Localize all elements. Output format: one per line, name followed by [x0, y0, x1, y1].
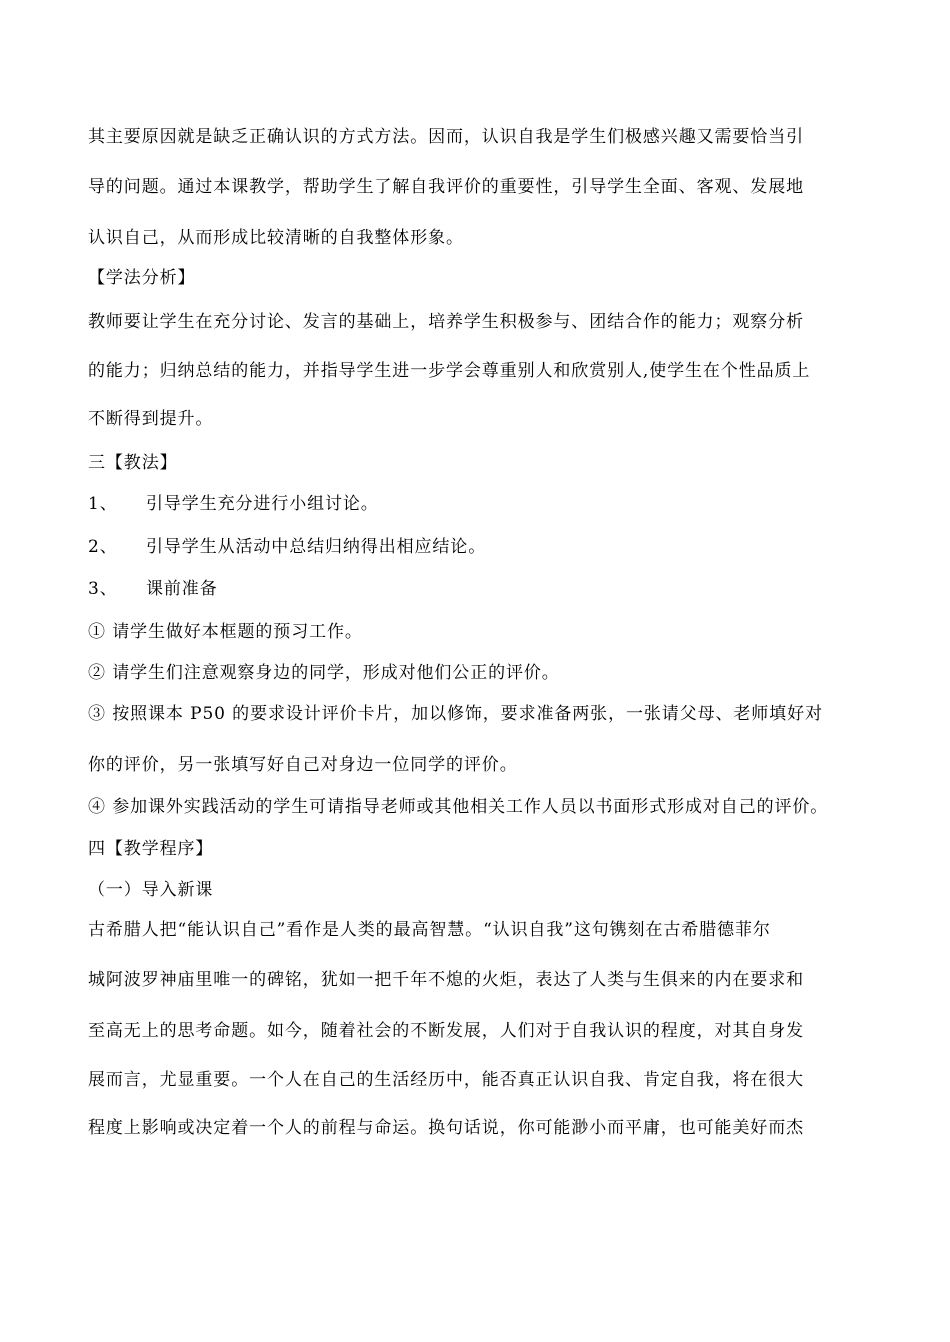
intro-line-3: 认识自己，从而形成比较清晰的自我整体形象。	[88, 228, 464, 248]
item-number: 1、	[88, 494, 118, 514]
item-text: 引导学生充分进行小组讨论。	[146, 494, 379, 514]
procedure-line-5: 程度上影响或决定着一个人的前程与命运。换句话说，你可能渺小而平庸，也可能美好而杰	[88, 1118, 804, 1138]
procedure-line-1: 古希腊人把“能认识自己”看作是人类的最高智慧。“认识自我”这句镌刻在古希腊德菲尔	[88, 920, 771, 940]
procedure-subheading: （一）导入新课	[88, 880, 214, 900]
procedure-line-4: 展而言，尤显重要。一个人在自己的生活经历中，能否真正认识自我、肯定自我，将在很大	[88, 1070, 804, 1090]
study-method-line-1: 教师要让学生在充分讨论、发言的基础上，培养学生积极参与、团结合作的能力；观察分析	[88, 312, 804, 332]
prep-item-2: ② 请学生们注意观察身边的同学，形成对他们公正的评价。	[88, 663, 560, 683]
procedure-line-3: 至高无上的思考命题。如今，随着社会的不断发展，人们对于自我认识的程度，对其自身发	[88, 1021, 804, 1041]
method-item-1	[88, 492, 379, 516]
item-number: 2、	[88, 537, 118, 557]
study-method-line-2: 的能力；归纳总结的能力，并指导学生进一步学会尊重别人和欣赏别人,使学生在个性品质上	[88, 361, 811, 381]
prep-item-3: ③ 按照课本 P50 的要求设计评价卡片，加以修饰，要求准备两张，一张请父母、老师填好对	[88, 704, 823, 724]
procedure-line-2: 城阿波罗神庙里唯一的碑铭，犹如一把千年不熄的火炬，表达了人类与生俱来的内在要求和	[88, 970, 804, 990]
study-method-heading: 【学法分析】	[88, 268, 196, 288]
procedure-heading: 四【教学程序】	[88, 839, 214, 859]
item-text: 引导学生从活动中总结归纳得出相应结论。	[146, 537, 487, 557]
teaching-method-heading: 三【教法】	[88, 453, 178, 473]
intro-line-2: 导的问题。通过本课教学，帮助学生了解自我评价的重要性，引导学生全面、客观、发展地	[88, 177, 804, 197]
intro-line-1: 其主要原因就是缺乏正确认识的方式方法。因而，认识自我是学生们极感兴趣又需要恰当引	[88, 127, 804, 147]
study-method-line-3: 不断得到提升。	[88, 409, 214, 429]
prep-item-1: ① 请学生做好本框题的预习工作。	[88, 622, 363, 642]
item-number: 3、	[88, 579, 118, 599]
method-item-2	[88, 535, 486, 559]
method-item-3	[88, 577, 218, 601]
item-text: 课前准备	[146, 579, 218, 599]
prep-item-3-cont: 你的评价，另一张填写好自己对身边一位同学的评价。	[88, 755, 518, 775]
prep-item-4: ④ 参加课外实践活动的学生可请指导老师或其他相关工作人员以书面形式形成对自己的评价。	[88, 797, 829, 817]
